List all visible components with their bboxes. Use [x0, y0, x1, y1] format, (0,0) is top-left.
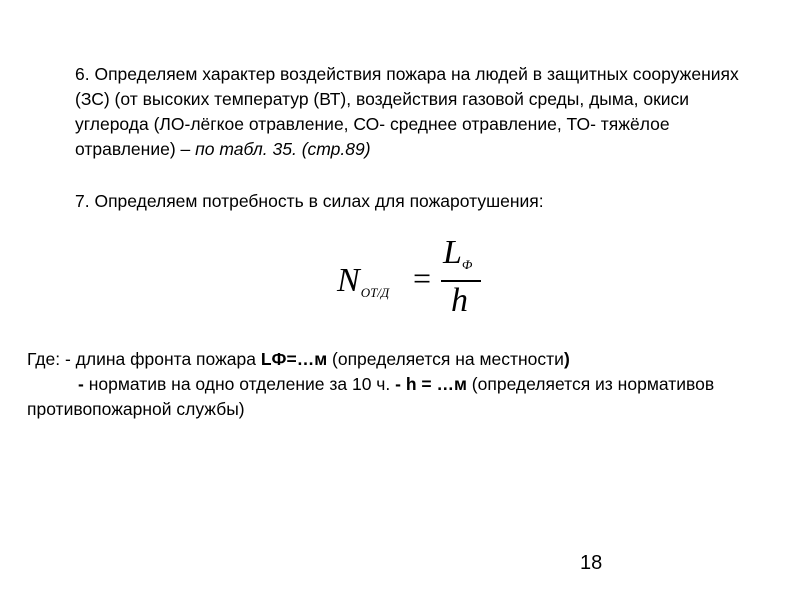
formula-numerator-subscript: Ф: [461, 257, 473, 272]
formula-numerator-symbol: L: [443, 234, 462, 271]
formula-denominator: h: [451, 282, 468, 319]
where-line2-text: норматив на одно отделение за 10 ч.: [88, 374, 396, 394]
where-line1-bold: LФ=…м: [260, 349, 328, 369]
where-line2-bold: - h = …м: [395, 374, 467, 394]
formula-equals: =: [413, 260, 432, 296]
where-paragraph: [27, 347, 747, 422]
formula-numerator: [443, 234, 472, 273]
where-line1-prefix: Где: - длина фронта пожара: [27, 349, 261, 369]
item-6-paragraph: [75, 62, 755, 162]
formula: [337, 234, 497, 320]
item-6-text: 6. Определяем характер воздействия пожара на людей в защитных сооружениях (ЗС) (от высоких температур (ВТ), воздействия газовой среды, дыма, окиси углерода (ЛО-лёгкое отравление, СО- среднее отравление, ТО- тяжёлое отравление) –: [75, 64, 739, 159]
where-line2-suffix: (определяется из нормативов противопожарной службы): [27, 374, 715, 419]
item-7-paragraph: 7. Определяем потребность в силах для пожаротушения:: [75, 191, 544, 211]
where-line2-bold-start: -: [78, 374, 89, 394]
formula-lhs-subscript: ОТ/Д: [360, 285, 390, 300]
where-line1-suffix: (определяется на местности: [327, 349, 564, 369]
formula-lhs: [337, 262, 389, 301]
formula-lhs-symbol: N: [337, 262, 360, 299]
where-line1-bold-end: ): [563, 349, 570, 369]
item-6-reference: по табл. 35. (стр.89): [195, 139, 371, 159]
page-number: 18: [580, 552, 603, 574]
